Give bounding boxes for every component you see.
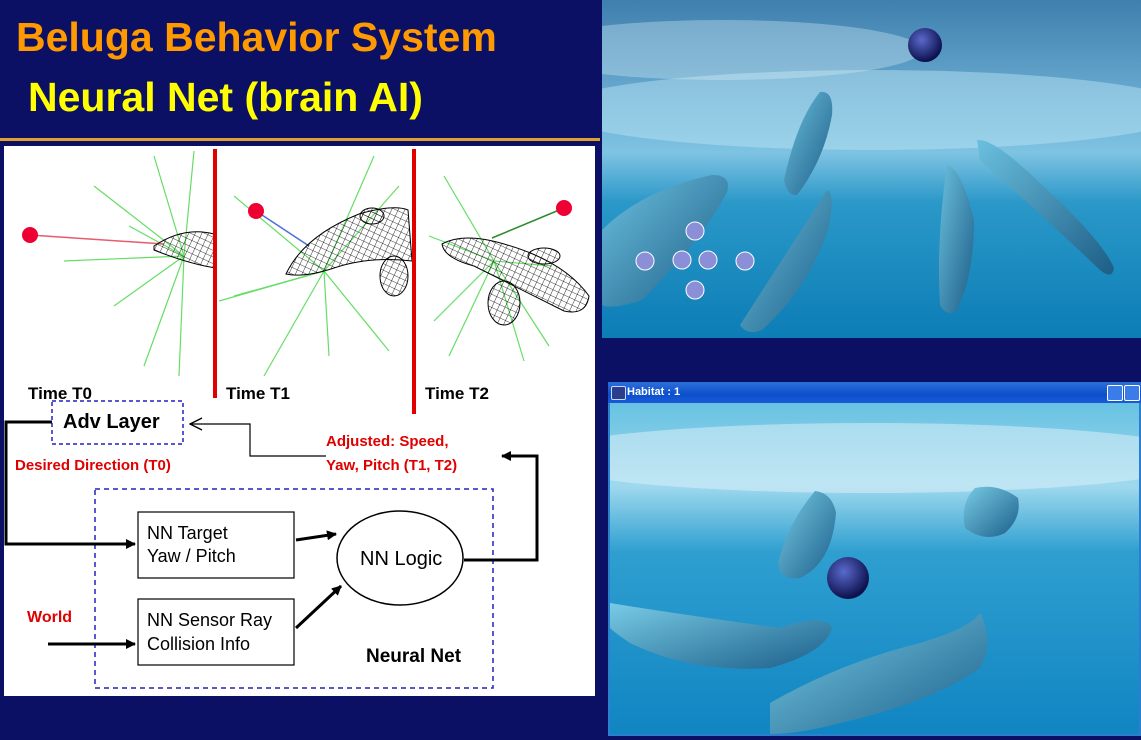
habitat-window[interactable] <box>608 382 1141 736</box>
ball-object <box>908 28 942 62</box>
nn-sensor-line2: Collision Info <box>147 634 251 654</box>
slide-title: Beluga Behavior System <box>16 14 497 60</box>
adjusted-label-line1: Adjusted: Speed, <box>326 433 449 450</box>
habitat-title: Habitat : 1 <box>627 386 681 398</box>
time-label-t2: Time T2 <box>425 384 489 403</box>
camera-zoom-out-icon[interactable] <box>673 251 691 269</box>
camera-down-icon[interactable] <box>686 281 704 299</box>
time-label-t1: Time T1 <box>226 384 290 403</box>
restore-button[interactable] <box>1124 385 1140 401</box>
connector-adjusted-to-adv <box>190 424 326 456</box>
time-label-t0: Time T0 <box>28 384 92 403</box>
target-dot-t2 <box>556 200 572 216</box>
nn-logic-label: NN Logic <box>360 548 443 570</box>
target-dot-t0 <box>22 227 38 243</box>
title-divider <box>0 138 600 141</box>
slide-subtitle: Neural Net (brain AI) <box>28 74 423 120</box>
adv-layer-label: Adv Layer <box>63 411 160 433</box>
frame-t2 <box>429 176 589 361</box>
camera-right-icon[interactable] <box>736 252 754 270</box>
connector-logic-feedback <box>464 456 537 560</box>
nn-sensor-line1: NN Sensor Ray <box>147 610 273 630</box>
camera-left-icon[interactable] <box>636 252 654 270</box>
target-dot-t1 <box>248 203 264 219</box>
camera-zoom-in-icon[interactable] <box>699 251 717 269</box>
habitat-titlebar[interactable] <box>608 382 1141 403</box>
camera-up-icon[interactable] <box>686 222 704 240</box>
ball-object-habitat <box>827 557 869 599</box>
nn-target-line1: NN Target <box>147 523 228 543</box>
connector-adv-to-target <box>6 422 135 544</box>
nn-target-line2: Yaw / Pitch <box>147 546 236 566</box>
habitat-viewport[interactable] <box>610 403 1139 734</box>
neural-net-diagram <box>4 146 595 696</box>
connector-sensor-to-logic <box>296 586 341 628</box>
beluga-scene-top <box>602 0 1141 338</box>
adjusted-label-line2: Yaw, Pitch (T1, T2) <box>326 457 458 474</box>
neural-net-label: Neural Net <box>366 646 462 667</box>
frame-t0 <box>22 151 216 376</box>
connector-target-to-logic <box>296 534 336 540</box>
frame-t1 <box>219 156 412 376</box>
app-icon <box>611 386 626 400</box>
minimize-button[interactable] <box>1107 385 1123 401</box>
desired-direction-label: Desired Direction (T0) <box>15 457 171 474</box>
world-label: World <box>27 609 73 626</box>
